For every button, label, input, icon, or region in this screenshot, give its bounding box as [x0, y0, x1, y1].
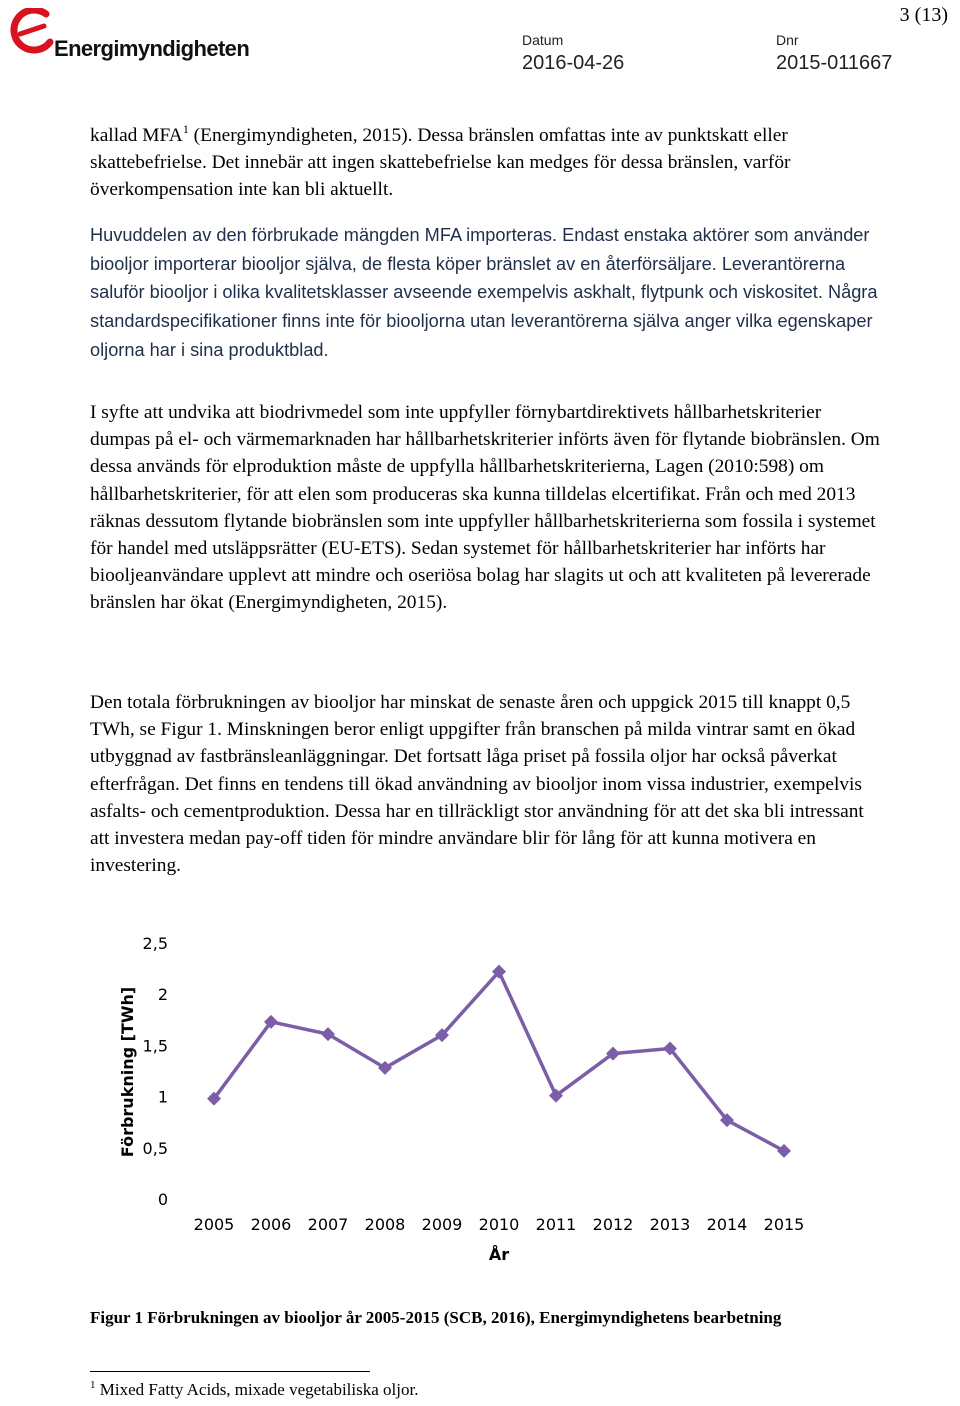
y-tick-label: 2: [157, 985, 168, 1005]
y-tick-label: 1: [157, 1087, 168, 1107]
footnote-divider: [90, 1371, 370, 1372]
paragraph-mfa: [90, 122, 880, 204]
x-tick-label: 2013: [649, 1215, 691, 1234]
x-tick-label: 2007: [307, 1215, 349, 1234]
dnr-value: 2015-011667: [776, 52, 893, 74]
date-value: 2016-04-26: [522, 52, 625, 74]
x-axis-label: År: [488, 1245, 510, 1264]
y-tick-label: 2,5: [142, 934, 168, 953]
energimyndigheten-logo: [6, 8, 250, 61]
paragraph-mfa-rest: (Energimyndigheten, 2015). Dessa bränslen omfattas inte av punktskatt eller skattebefrielse. Det innebär att ingen skattebefrielse kan medges för dessa bränslen, varför överkompensation inte kan bli aktuellt.: [90, 125, 791, 201]
logo-swirl-icon: [6, 8, 58, 56]
footnote-number: 1: [90, 1379, 96, 1391]
x-tick-label: 2015: [763, 1215, 805, 1234]
paragraph-consumption: [90, 689, 880, 879]
page-number: 3 (13): [899, 4, 948, 26]
dnr-label: Dnr: [776, 32, 799, 48]
figure-caption: Figur 1 Förbrukningen av biooljor år 2005-2015 (SCB, 2016), Energimyndighetens bearbetning: [90, 1308, 782, 1327]
x-tick-label: 2014: [706, 1215, 748, 1234]
x-tick-label: 2008: [364, 1215, 406, 1234]
footnote-text: Mixed Fatty Acids, mixade vegetabiliska oljor.: [95, 1380, 419, 1399]
x-tick-label: 2009: [421, 1215, 463, 1234]
footnote: [90, 1380, 418, 1400]
y-tick-label: 1,5: [142, 1036, 168, 1056]
y-tick-label: 0: [157, 1190, 168, 1209]
paragraph-sustainability-text: I syfte att undvika att biodrivmedel som inte uppfyller förnybartdirektivets hållbarhetskriterier dumpas på el- och värmemarknaden har hållbarhetskriterier införts även för flytande biobränslen. Om dessa används för elproduktion måste de uppfylla hållbarhetskriterierna, Lagen (2010:598) om hållbarhetskriterier, för att elen som produceras ska kunna tilldelas elcertifikat. Från och med 2013 räknas dessutom flytande biobränslen som inte uppfyller hållbarhetskriterierna som fossila i systemet för handel med utsläppsrätter (EU-ETS). Sedan systemet för hållbarhetskriterier har införts har biooljeanvändare upplevt att mindre och oseriösa bolag har slagits ut och att kvaliteten på levererade bränslen har ökat (Energimyndigheten, 2015).: [90, 402, 880, 614]
x-tick-label: 2005: [193, 1215, 235, 1234]
series-line: [214, 972, 784, 1151]
logo-text: Energimyndigheten: [54, 36, 250, 61]
data-point-marker: [777, 1144, 791, 1158]
x-tick-label: 2010: [478, 1215, 520, 1234]
paragraph-consumption-text: Den totala förbrukningen av biooljor har minskat de senaste åren och uppgick 2015 till knappt 0,5 TWh, se Figur 1. Minskningen beror enligt uppgifter från branschen på milda vintrar samt en ökad utbyggnad av fastbränsleanläggningar. Det fortsatt låga priset på fossila oljor har också påverkat efterfrågan. Det finns en tendens till ökad användning av biooljor inom vissa industrier, exempelvis asfalts- och cementproduktion. Dessa har en tillräckligt stor användning för att det ska bli intressant att investera medan pay-off tiden för mindre användare blir för lång för att kunna motivera en investering.: [90, 692, 864, 877]
footnote-ref: 1: [182, 122, 189, 136]
paragraph-import: [90, 221, 880, 365]
paragraph-sustainability: [90, 399, 880, 617]
x-tick-label: 2011: [535, 1215, 577, 1234]
paragraph-import-text: Huvuddelen av den förbrukade mängden MFA importeras. Endast enstaka aktörer som använder biooljor importerar biooljor själva, de flesta köper bränslet av en återförsäljare. Leverantörerna saluför biooljor i olika kvalitetsklasser avseende exempelvis askhalt, flytpunk och viskositet. Några standardspecifikationer finns inte för biooljorna utan leverantörerna själva anger vilka egenskaper oljorna har i sina produktblad.: [90, 225, 878, 360]
y-tick-label: 0,5: [142, 1138, 168, 1158]
consumption-line-chart: [100, 925, 820, 1275]
date-label: Datum: [522, 32, 564, 48]
paragraph-mfa-start: kallad MFA: [90, 125, 183, 146]
y-axis-label: Förbrukning [TWh]: [118, 986, 137, 1158]
x-tick-label: 2006: [250, 1215, 292, 1234]
x-tick-label: 2012: [592, 1215, 634, 1234]
